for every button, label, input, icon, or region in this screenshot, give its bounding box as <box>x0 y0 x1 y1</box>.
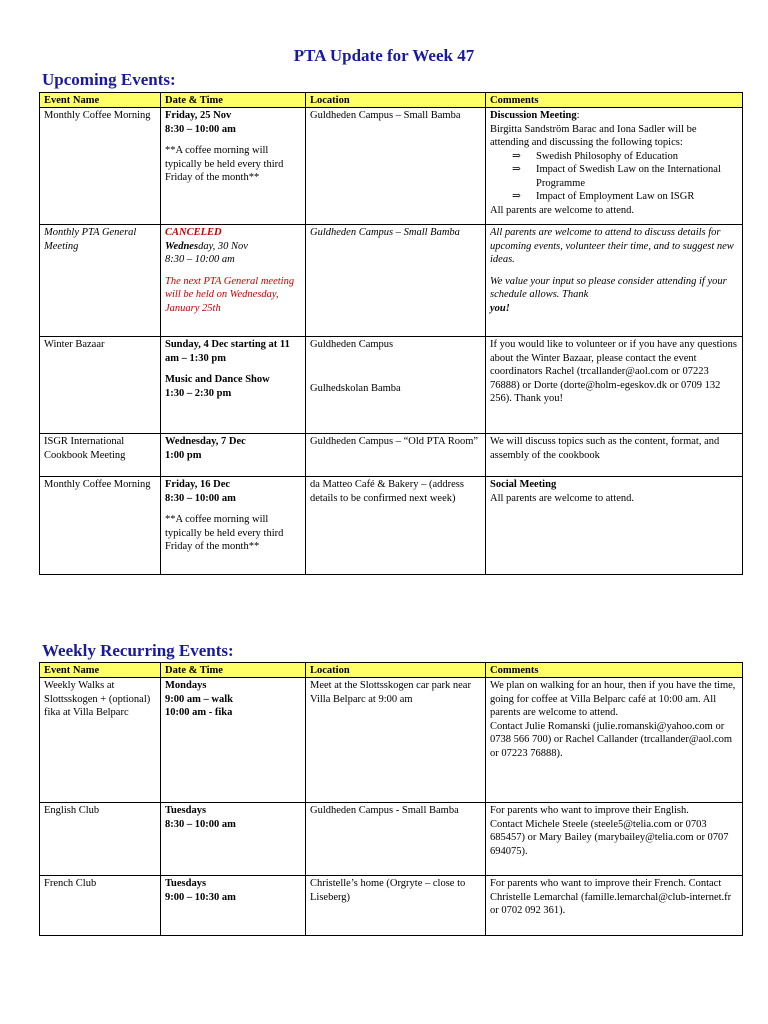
column-header-event-name: Event Name <box>40 93 161 108</box>
date-time-cell <box>161 434 306 477</box>
event-name-cell: Monthly Coffee Morning <box>40 108 161 225</box>
date-time-cell <box>161 477 306 575</box>
list-item: ⇒ Swedish Philosophy of Education <box>512 150 679 162</box>
date-time-cell <box>161 678 306 803</box>
column-header-event-name: Event Name <box>40 663 161 678</box>
table-row <box>40 477 743 575</box>
table-header-row <box>40 93 743 108</box>
comments-cell <box>486 225 743 337</box>
show-time: 1:30 – 2:30 pm <box>165 387 232 399</box>
table-row <box>40 225 743 337</box>
comment-text: All parents are welcome to attend to discuss details for upcoming events, volunteer their time, and to suggest new ideas. <box>490 227 734 265</box>
event-date: Sunday, 4 Dec starting at 11 am – 1:30 pm <box>165 339 290 364</box>
arrow-icon: ⇒ <box>512 191 521 202</box>
location-cell: Guldheden Campus – Small Bamba <box>306 108 486 225</box>
location-cell: Guldheden Campus – Small Bamba <box>306 225 486 337</box>
comment-title: Social Meeting <box>490 479 557 490</box>
date-time-cell <box>161 108 306 225</box>
comment-text: We plan on walking for an hour, then if you have the time, going for coffee at Villa Belparc café at 10:00 am. All parents are welcome to attend. <box>490 680 736 718</box>
comments-cell <box>486 477 743 575</box>
location-cell: Guldheden Campus – “Old PTA Room” <box>306 434 486 477</box>
column-header-date-time: Date & Time <box>161 93 306 108</box>
event-day: Tuesdays <box>165 805 207 816</box>
location-cell: Guldheden Campus - Small Bamba <box>306 803 486 876</box>
event-name-cell: Monthly Coffee Morning <box>40 477 161 575</box>
list-item: ⇒ Impact of Swedish Law on the International Programme <box>512 164 721 189</box>
column-header-location: Location <box>306 663 486 678</box>
event-date: Friday, 25 Nov <box>165 110 232 121</box>
event-time: 8:30 – 10:00 am <box>165 254 235 265</box>
location-text: Gulhedskolan Bamba <box>310 382 401 394</box>
date-time-cell <box>161 225 306 337</box>
comments-cell: We will discuss topics such as the content, format, and assembly of the cookbook <box>486 434 743 477</box>
list-item: ⇒ Impact of Employment Law on ISGR <box>512 191 695 202</box>
column-header-date-time: Date & Time <box>161 663 306 678</box>
comment-text: you! <box>490 302 510 314</box>
date-time-cell <box>161 337 306 434</box>
comments-cell: If you would like to volunteer or if you have any questions about the Winter Bazaar, please contact the event coordinators Rachel (trcallander@aol.com or 07223 76888) or Dorte (dorte@holm-egeskov.dk or 0709 132 256). Thank you! <box>486 337 743 434</box>
date-time-cell <box>161 803 306 876</box>
table-row <box>40 108 743 225</box>
event-note: **A coffee morning will typically be held every third <box>165 514 284 539</box>
event-name-cell: French Club <box>40 876 161 936</box>
table-row <box>40 876 743 936</box>
location-text: Guldheden Campus <box>310 339 394 350</box>
show-title: Music and Dance Show <box>165 374 270 385</box>
event-name-cell: Winter Bazaar <box>40 337 161 434</box>
contact-text: Contact Michele Steele (steele5@telia.com or 0703 685457) or Mary Bailey (marybailey@telia.com or 0707 694075). <box>490 818 729 857</box>
topic-list <box>490 150 738 204</box>
location-cell: da Matteo Café & Bakery – (address details to be confirmed next week) <box>306 477 486 575</box>
comment-text: We value your input so please consider attending if your schedule allows. Thank <box>490 275 727 300</box>
comments-cell: For parents who want to improve their French. Contact Christelle Lemarchal (famille.lemarchal@club-internet.fr or 0702 092 361). <box>486 876 743 936</box>
event-time: 10:00 am - fika <box>165 707 233 718</box>
comment-text: All parents are welcome to attend. <box>490 492 635 504</box>
arrow-icon: ⇒ <box>512 150 521 162</box>
event-date-bold: Wednes <box>165 240 199 252</box>
comments-cell: Discussion Meeting: Birgitta Sandström Barac and Iona Sadler will be attending and discussing the following topics: ⇒ Swedish Philosophy of Education ⇒ Impact of Swedish Law on the International Programme ⇒ Impact of Employment Law on ISGR All parents are welcome to attend. <box>486 108 743 225</box>
event-name-cell: ISGR International Cookbook Meeting <box>40 434 161 477</box>
event-time: 8:30 – 10:00 am <box>165 818 236 830</box>
table-row <box>40 678 743 803</box>
column-header-location: Location <box>306 93 486 108</box>
location-cell: Christelle’s home (Orgryte – close to Liseberg) <box>306 876 486 936</box>
comment-text: For parents who want to improve their English. <box>490 805 689 816</box>
event-time: 9:00 am – walk <box>165 693 233 705</box>
comment-title: Discussion Meeting <box>490 110 577 121</box>
comments-cell <box>486 678 743 803</box>
event-time: 8:30 – 10:00 am <box>165 123 236 135</box>
table-row <box>40 803 743 876</box>
comments-cell <box>486 803 743 876</box>
table-header-row <box>40 663 743 678</box>
event-name-cell: Weekly Walks at Slottsskogen + (optional) fika at Villa Belparc <box>40 678 161 803</box>
event-time: 8:30 – 10:00 am <box>165 492 236 504</box>
event-time: 9:00 – 10:30 am <box>165 891 236 903</box>
comment-text: Birgitta Sandström Barac and Iona Sadler will be attending and discussing the following topics: <box>490 123 697 148</box>
location-cell: Meet at the Slottsskogen car park near Villa Belparc at 9:00 am <box>306 678 486 803</box>
rescheduled-note: The next PTA General meeting will be held on Wednesday, January 25th <box>165 275 295 314</box>
page-title: PTA Update for Week 47 <box>293 46 475 65</box>
weekly-events-table <box>39 662 743 936</box>
contact-text: Contact Julie Romanski (julie.romanski@yahoo.com or 0738 566 700) or Rachel Callander (trcallander@aol.com or 07223 76888). <box>490 720 733 759</box>
event-note: Friday of the month** <box>165 541 260 552</box>
date-time-cell <box>161 876 306 936</box>
upcoming-events-heading: Upcoming Events: <box>42 70 176 89</box>
location-cell <box>306 337 486 434</box>
canceled-badge: CANCELED <box>165 227 222 238</box>
event-date: day, 30 Nov <box>198 240 248 252</box>
comment-text: All parents are welcome to attend. <box>490 204 635 216</box>
event-day: Mondays <box>165 680 207 691</box>
event-day: Tuesdays <box>165 878 207 889</box>
event-note: **A coffee morning will typically be held every third <box>165 145 284 170</box>
table-row <box>40 337 743 434</box>
arrow-icon: ⇒ <box>512 164 521 175</box>
table-row <box>40 434 743 477</box>
weekly-events-heading: Weekly Recurring Events: <box>42 641 234 660</box>
column-header-comments: Comments <box>486 663 743 678</box>
upcoming-events-table <box>39 92 743 575</box>
column-header-comments: Comments <box>486 93 743 108</box>
event-date: Friday, 16 Dec <box>165 479 231 490</box>
event-time: 1:00 pm <box>165 449 202 461</box>
event-name-cell: Monthly PTA General Meeting <box>40 225 161 337</box>
event-date: Wednesday, 7 Dec <box>165 436 246 447</box>
event-note: Friday of the month** <box>165 172 260 183</box>
event-name-cell: English Club <box>40 803 161 876</box>
